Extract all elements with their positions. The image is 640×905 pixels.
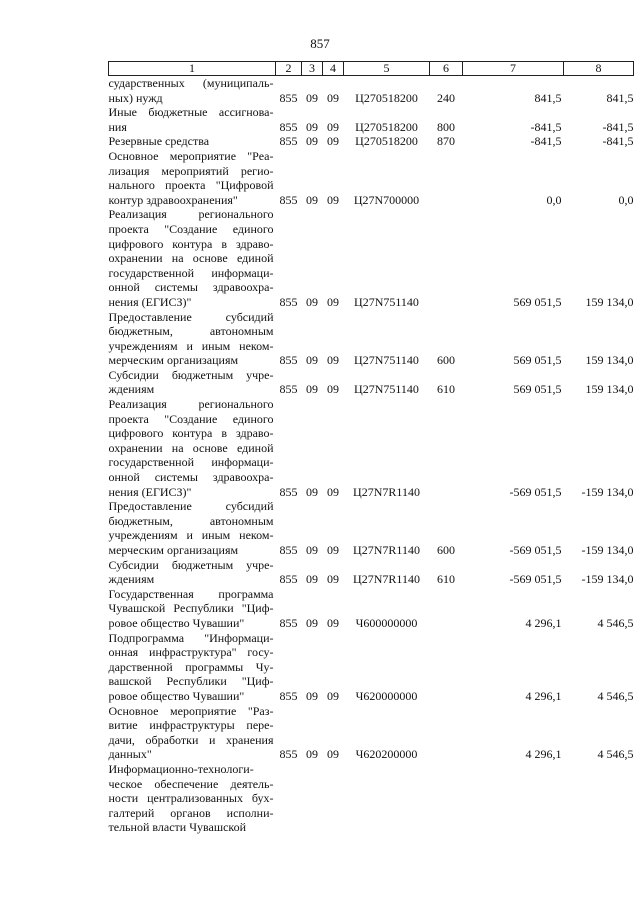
target-article-cell: Ц27N7R1140 — [353, 572, 420, 587]
subsection-cell: 09 — [327, 134, 339, 149]
subsection-cell: 09 — [327, 484, 339, 499]
target-article-cell: Ц27N7R1140 — [353, 484, 420, 499]
expense-type-cell — [430, 631, 463, 704]
section-cell: 09 — [306, 294, 318, 309]
amount-year2-cell: -159 134,0 — [581, 572, 634, 587]
expense-type-cell — [430, 587, 463, 631]
table-row — [109, 704, 634, 762]
amount-year1-cell: -841,5 — [530, 134, 562, 149]
target-article-cell: Ч600000000 — [355, 615, 418, 630]
amount-year2-cell: 0,0 — [618, 192, 634, 207]
column-header: 1 — [109, 62, 276, 76]
row-name-cell: Государственная программа Чувашской Республики "Циф-ровое общество Чувашии" — [108, 586, 274, 630]
target-article-cell: Ч620000000 — [355, 688, 418, 703]
target-article-cell: Ц27N751140 — [354, 382, 419, 397]
amount-year1-cell: 4 296,1 — [525, 747, 562, 762]
admin-code-cell: 855 — [279, 90, 298, 105]
amount-year2-cell: 159 134,0 — [585, 353, 634, 368]
expense-type-cell: 240 — [437, 90, 455, 105]
target-article-cell: Ц270518200 — [355, 90, 418, 105]
column-header: 2 — [276, 62, 302, 76]
target-article-cell — [344, 762, 430, 835]
admin-code-cell: 855 — [279, 294, 298, 309]
amount-year2-cell: -159 134,0 — [581, 484, 634, 499]
table-row — [109, 149, 634, 207]
amount-year2-cell — [564, 762, 634, 835]
table-row — [109, 762, 634, 835]
target-article-cell: Ц270518200 — [355, 119, 418, 134]
amount-year2-cell: 159 134,0 — [585, 382, 634, 397]
table-row — [109, 558, 634, 587]
expense-type-cell — [430, 762, 463, 835]
column-header: 8 — [564, 62, 634, 76]
amount-year1-cell: 841,5 — [534, 90, 562, 105]
target-article-cell: Ц270518200 — [355, 134, 418, 149]
row-name-cell: Резервные средства — [108, 134, 210, 149]
admin-code-cell: 855 — [279, 353, 298, 368]
amount-year2-cell: -841,5 — [602, 119, 634, 134]
target-article-cell: Ц27N700000 — [353, 192, 420, 207]
table-row — [109, 310, 634, 368]
expense-type-cell: 600 — [437, 353, 455, 368]
section-cell: 09 — [306, 484, 318, 499]
table-row — [109, 631, 634, 704]
column-header: 7 — [463, 62, 564, 76]
amount-year1-cell: 569 051,5 — [513, 382, 562, 397]
table-row — [109, 76, 634, 106]
subsection-cell: 09 — [327, 543, 339, 557]
amount-year2-cell: -841,5 — [602, 134, 634, 149]
admin-code-cell: 855 — [279, 572, 298, 587]
column-header: 5 — [344, 62, 430, 76]
expense-type-cell: 600 — [437, 543, 455, 557]
amount-year1-cell: -569 051,5 — [509, 543, 562, 557]
target-article-cell: Ц27N7R1140 — [353, 543, 420, 557]
admin-code-cell: 855 — [279, 192, 298, 207]
column-header: 4 — [323, 62, 344, 76]
section-cell: 09 — [306, 572, 318, 587]
table-row — [109, 207, 634, 309]
table-row — [109, 134, 634, 149]
table-header-row — [109, 62, 634, 76]
amount-year1-cell: 4 296,1 — [525, 688, 562, 703]
admin-code-cell — [276, 762, 302, 835]
subsection-cell: 09 — [327, 572, 339, 587]
row-name-cell: Субсидии бюджетным учре-ждениям — [108, 557, 274, 587]
section-cell: 09 — [306, 134, 318, 149]
amount-year2-cell: 4 546,5 — [597, 615, 634, 630]
subsection-cell: 09 — [327, 688, 339, 703]
section-cell: 09 — [306, 353, 318, 368]
subsection-cell: 09 — [327, 615, 339, 630]
amount-year2-cell: 4 546,5 — [597, 688, 634, 703]
subsection-cell: 09 — [327, 382, 339, 397]
expense-type-cell — [430, 149, 463, 207]
subsection-cell: 09 — [327, 119, 339, 134]
amount-year2-cell: 4 546,5 — [597, 747, 634, 762]
admin-code-cell: 855 — [279, 615, 298, 630]
row-name-cell: Реализация регионального проекта "Создание единого цифрового контура в здраво-охранении на основе единой государственной информаци-онной системы здравоохра-нения (ЕГИСЗ)" — [108, 397, 274, 499]
amount-year1-cell: -569 051,5 — [509, 484, 562, 499]
amount-year1-cell: -841,5 — [530, 119, 562, 134]
row-name-cell: сударственных (муниципаль-ных) нужд — [108, 76, 274, 105]
amount-year2-cell: 159 134,0 — [585, 294, 634, 309]
row-name-cell: Иные бюджетные ассигнова-ния — [108, 105, 274, 134]
amount-year2-cell: 841,5 — [606, 90, 634, 105]
section-cell: 09 — [306, 192, 318, 207]
admin-code-cell: 855 — [279, 119, 298, 134]
section-cell: 09 — [306, 543, 318, 557]
table-row — [109, 499, 634, 557]
admin-code-cell: 855 — [279, 543, 298, 557]
row-name-cell: Основное мероприятие "Раз-витие инфраструктуры пере-дачи, обработки и хранения данных" — [108, 703, 274, 762]
expense-type-cell: 870 — [437, 134, 455, 149]
table-row — [109, 397, 634, 499]
page-number: 857 — [310, 36, 330, 51]
section-cell — [302, 762, 323, 835]
expense-type-cell — [430, 207, 463, 309]
expense-type-cell: 610 — [437, 382, 455, 397]
row-name-cell: Основное мероприятие "Реа-лизация мероприятий регио-нального проекта "Цифровой контур здравоохранения" — [108, 148, 274, 207]
section-cell: 09 — [306, 615, 318, 630]
target-article-cell: Ц27N751140 — [354, 353, 419, 368]
table-row — [109, 368, 634, 397]
row-name-cell: Реализация регионального проекта "Создание единого цифрового контура в здраво-охранении на основе единой государственной информаци-онной системы здравоохра-нения (ЕГИСЗ)" — [108, 207, 274, 309]
amount-year2-cell: -159 134,0 — [581, 543, 634, 557]
subsection-cell: 09 — [327, 353, 339, 368]
admin-code-cell: 855 — [279, 382, 298, 397]
row-name-cell: Информационно-технологи-ческое обеспечение деятель-ности централизованных бух-галтерий органов исполни-тельной власти Чувашской — [108, 761, 274, 835]
subsection-cell: 09 — [327, 747, 339, 762]
table-row — [109, 587, 634, 631]
expense-type-cell — [430, 397, 463, 499]
subsection-cell — [323, 762, 344, 835]
row-name-cell: Подпрограмма "Информаци-онная инфраструктура" госу-дарственной программы Чу-вашской Республики "Циф-ровое общество Чувашии" — [108, 630, 274, 703]
target-article-cell: Ч620200000 — [355, 747, 418, 762]
section-cell: 09 — [306, 747, 318, 762]
expense-type-cell: 800 — [437, 119, 455, 134]
subsection-cell: 09 — [327, 90, 339, 105]
target-article-cell: Ц27N751140 — [354, 294, 419, 309]
admin-code-cell: 855 — [279, 688, 298, 703]
amount-year1-cell: 569 051,5 — [513, 353, 562, 368]
expense-type-cell: 610 — [437, 572, 455, 587]
section-cell: 09 — [306, 688, 318, 703]
subsection-cell: 09 — [327, 294, 339, 309]
row-name-cell: Субсидии бюджетным учре-ждениям — [108, 367, 274, 397]
section-cell: 09 — [306, 90, 318, 105]
subsection-cell: 09 — [327, 192, 339, 207]
budget-table — [108, 61, 634, 835]
row-name-cell: Предоставление субсидий бюджетным, автономным учреждениям и иным неком-мерческим организациям — [108, 309, 274, 368]
amount-year1-cell: -569 051,5 — [509, 572, 562, 587]
amount-year1-cell: 4 296,1 — [525, 615, 562, 630]
amount-year1-cell: 569 051,5 — [513, 294, 562, 309]
table-row — [109, 105, 634, 134]
admin-code-cell: 855 — [279, 484, 298, 499]
section-cell: 09 — [306, 119, 318, 134]
admin-code-cell: 855 — [279, 747, 298, 762]
row-name-cell: Предоставление субсидий бюджетным, автономным учреждениям и иным неком-мерческим организациям — [108, 499, 274, 557]
expense-type-cell — [430, 704, 463, 762]
section-cell: 09 — [306, 382, 318, 397]
amount-year1-cell: 0,0 — [546, 192, 562, 207]
column-header: 6 — [430, 62, 463, 76]
admin-code-cell: 855 — [279, 134, 298, 149]
column-header: 3 — [302, 62, 323, 76]
amount-year1-cell — [463, 762, 564, 835]
